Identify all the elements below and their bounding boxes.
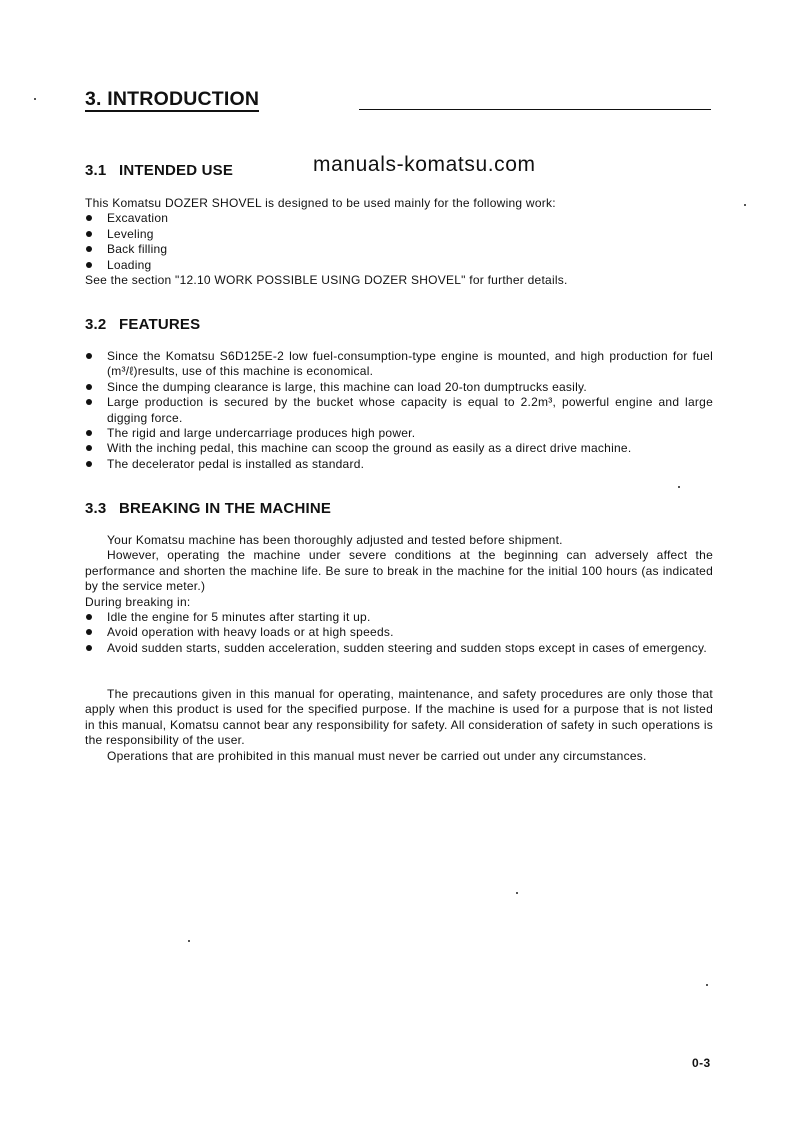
bullet-icon [86,461,92,467]
bullet-icon [86,430,92,436]
bullet-icon [86,262,92,268]
scan-speck [188,940,190,942]
section-number: 3.1 [85,162,107,179]
scan-speck [516,892,518,894]
section-title: INTENDED USE [119,162,234,179]
section-body-features [85,349,713,472]
paragraph: Operations that are prohibited in this manual must never be carried out under any circumstances. [107,748,647,763]
list-item: Avoid operation with heavy loads or at high speeds. [85,625,713,640]
section-heading-breaking-in [85,500,331,517]
paragraph: This Komatsu DOZER SHOVEL is designed to be used mainly for the following work: [85,196,556,210]
list-item: Since the dumping clearance is large, this machine can load 20-ton dumptrucks easily. [85,380,713,395]
list-item: Since the Komatsu S6D125E-2 low fuel-consumption-type engine is mounted, and high production for fuel (m³/ℓ)results, use of this machine is economical. [85,349,713,380]
bullet-icon [86,629,92,635]
list-item: Leveling [85,227,713,242]
list-item: Idle the engine for 5 minutes after starting it up. [85,610,713,625]
section-heading-features [85,316,200,333]
page-number: 0-3 [692,1056,711,1070]
list-item: The decelerator pedal is installed as standard. [85,457,713,472]
paragraph: The precautions given in this manual for operating, maintenance, and safety procedures are only those that apply when this product is used for the specified purpose. If the machine is used for a purpose that is not listed in this manual, Komatsu cannot bear any responsibility for safety. All consideration of safety in such operations is the responsibility of the user. [85,687,713,748]
scan-speck [678,486,680,488]
work-list [85,211,713,273]
paragraph: Your Komatsu machine has been thoroughly adjusted and tested before shipment. [107,533,563,547]
section-heading-intended-use [85,162,233,179]
list-item: Back filling [85,242,713,257]
paragraph: See the section "12.10 WORK POSSIBLE USING DOZER SHOVEL" for further details. [85,273,568,288]
scan-speck [34,98,36,100]
list-item: Loading [85,258,713,273]
paragraph: During breaking in: [85,594,191,609]
section-title: FEATURES [119,316,201,333]
list-item: The rigid and large undercarriage produces high power. [85,426,713,441]
section-body-breaking-in [85,533,713,656]
paragraph: However, operating the machine under severe conditions at the beginning can adversely affect the performance and shorten the machine life. Be sure to break in the machine for the initial 100 hours (as indicated by the service meter.) [85,548,713,594]
bullet-icon [86,246,92,252]
bullet-icon [86,645,92,651]
scan-speck [706,984,708,986]
section-number: 3.2 [85,316,107,333]
chapter-title: 3. INTRODUCTION [85,88,260,110]
features-list [85,349,713,472]
list-item: Large production is secured by the bucket whose capacity is equal to 2.2m³, powerful engine and large digging force. [85,395,713,426]
scan-speck [744,204,746,206]
watermark-text: manuals-komatsu.com [313,153,536,176]
section-title: BREAKING IN THE MACHINE [119,500,332,517]
section-number: 3.3 [85,500,107,517]
bullet-icon [86,353,92,359]
list-item: With the inching pedal, this machine can scoop the ground as easily as a direct drive machine. [85,441,713,456]
section-body-intended-use [85,196,713,288]
breaking-in-list [85,610,713,656]
bullet-icon [86,614,92,620]
bullet-icon [86,445,92,451]
chapter-rule-gap [279,108,359,112]
bullet-icon [86,384,92,390]
bullet-icon [86,231,92,237]
list-item: Excavation [85,211,713,226]
list-item: Avoid sudden starts, sudden acceleration, sudden steering and sudden stops except in cases of emergency. [85,641,713,656]
bullet-icon [86,399,92,405]
bullet-icon [86,215,92,221]
safety-notice [85,687,713,764]
